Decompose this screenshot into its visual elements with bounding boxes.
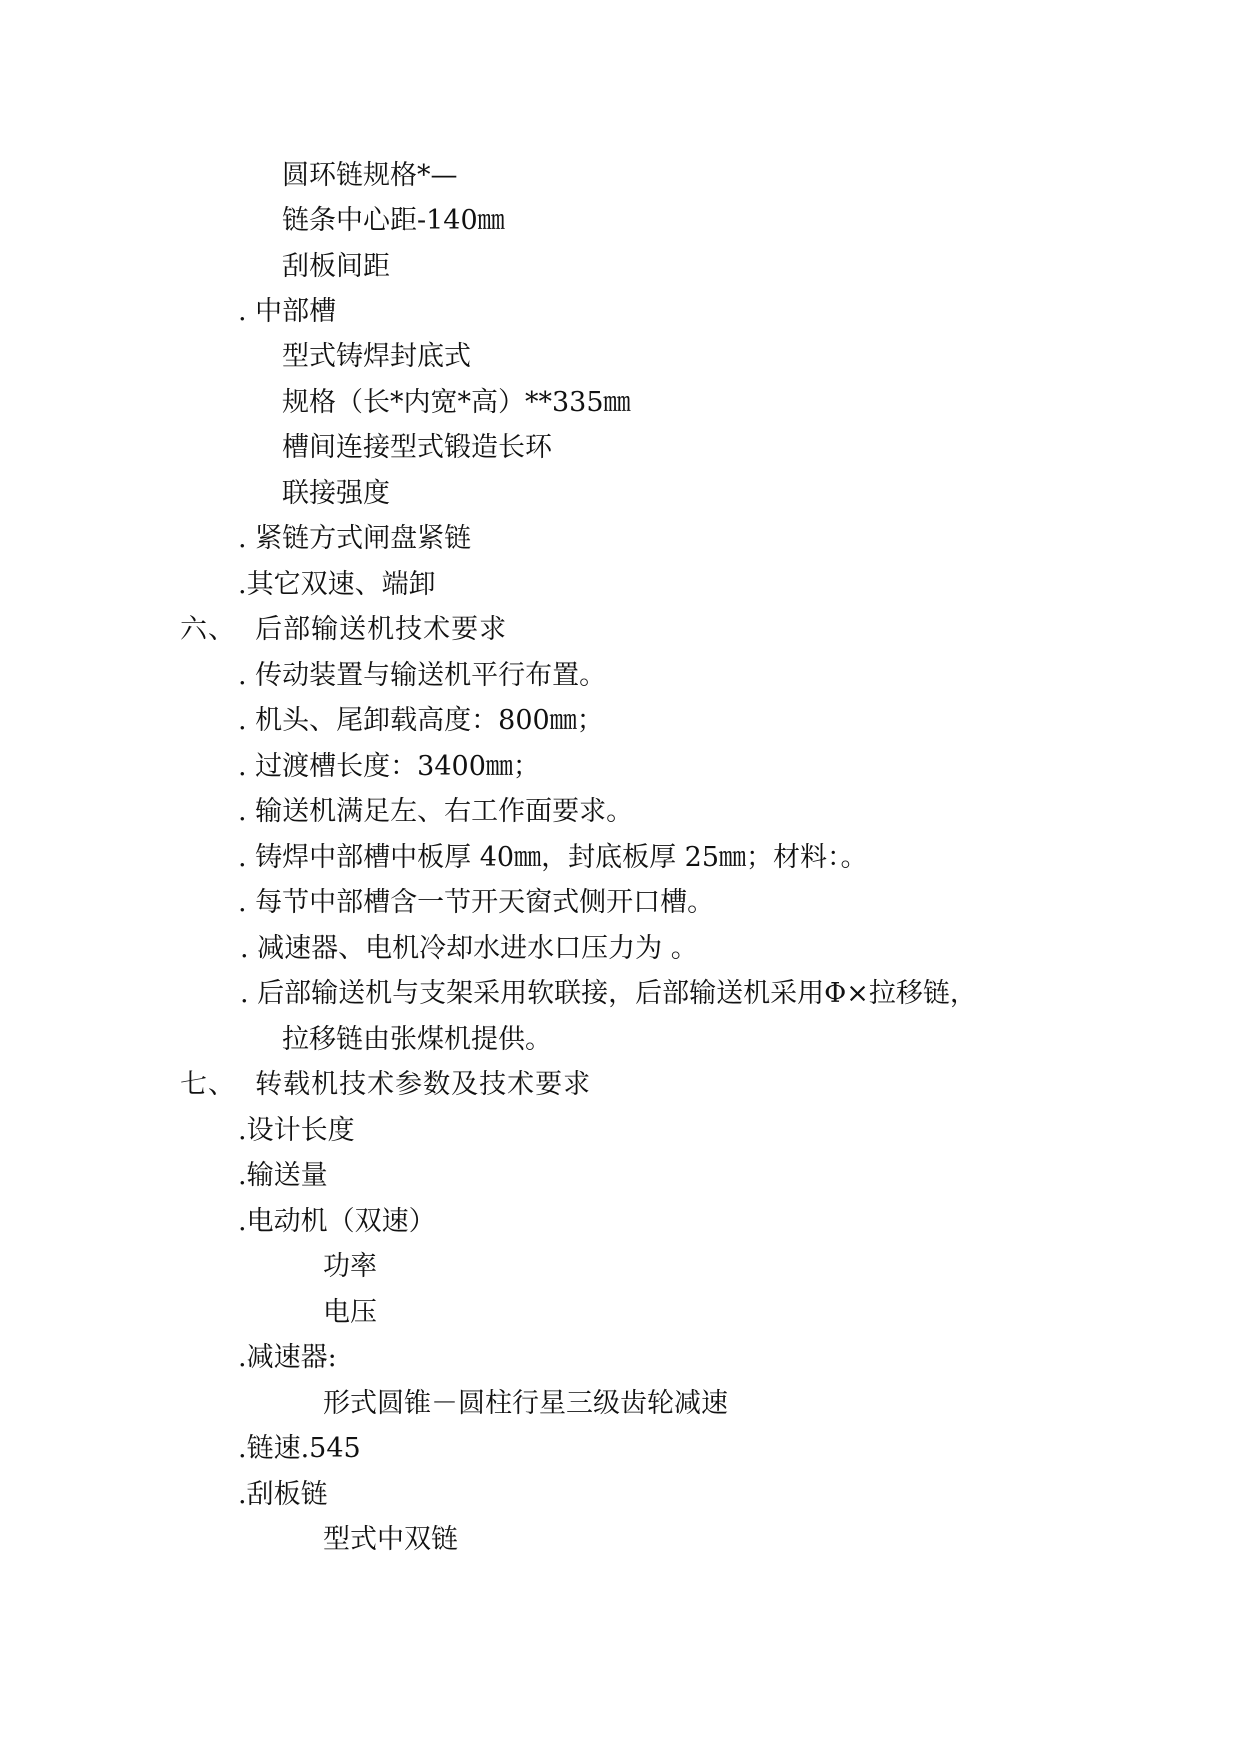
text-line: 刮板间距 (282, 251, 390, 282)
list-item: . 过渡槽长度：3400㎜； (238, 751, 540, 782)
list-item: . 传动装置与输送机平行布置。 (238, 660, 607, 691)
text-line: 电压 (323, 1297, 377, 1328)
list-item: .减速器: (238, 1342, 337, 1373)
list-item: .链速.545 (238, 1433, 361, 1464)
list-item: .刮板链 (238, 1479, 328, 1510)
list-item: .输送量 (238, 1160, 328, 1191)
list-item: .其它双速、端卸 (238, 569, 436, 600)
list-item: .设计长度 (238, 1115, 355, 1146)
section-heading: 七、 转载机技术参数及技术要求 (180, 1069, 592, 1100)
section-heading: 六、 后部输送机技术要求 (180, 614, 508, 645)
text-line: 槽间连接型式锻造长环 (282, 432, 552, 463)
text-line: 型式中双链 (323, 1524, 458, 1555)
text-line: 型式铸焊封底式 (282, 341, 471, 372)
list-item: . 每节中部槽含一节开天窗式侧开口槽。 (238, 887, 715, 918)
list-item: . 机头、尾卸载高度：800㎜； (238, 705, 604, 736)
text-line: 拉移链由张煤机提供。 (282, 1024, 552, 1055)
list-item: . 后部输送机与支架采用软联接，后部输送机采用Φ×拉移链， (240, 978, 977, 1009)
text-line: 圆环链规格*— (282, 160, 458, 191)
text-line: 形式圆锥－圆柱行星三级齿轮减速 (323, 1388, 728, 1419)
text-line: 规格（长*内宽*高）**335㎜ (282, 387, 631, 418)
text-line: 联接强度 (282, 478, 390, 509)
text-line: 功率 (323, 1251, 377, 1282)
list-item: .电动机（双速） (238, 1206, 436, 1237)
list-item: . 铸焊中部槽中板厚 40㎜，封底板厚 25㎜；材料：。 (238, 842, 868, 873)
list-item: . 紧链方式闸盘紧链 (238, 523, 472, 554)
list-item: . 中部槽 (238, 296, 337, 327)
list-item: . 输送机满足左、右工作面要求。 (238, 796, 634, 827)
text-line: 链条中心距-140㎜ (282, 205, 505, 236)
list-item: . 减速器、电机冷却水进水口压力为 。 (240, 933, 698, 964)
